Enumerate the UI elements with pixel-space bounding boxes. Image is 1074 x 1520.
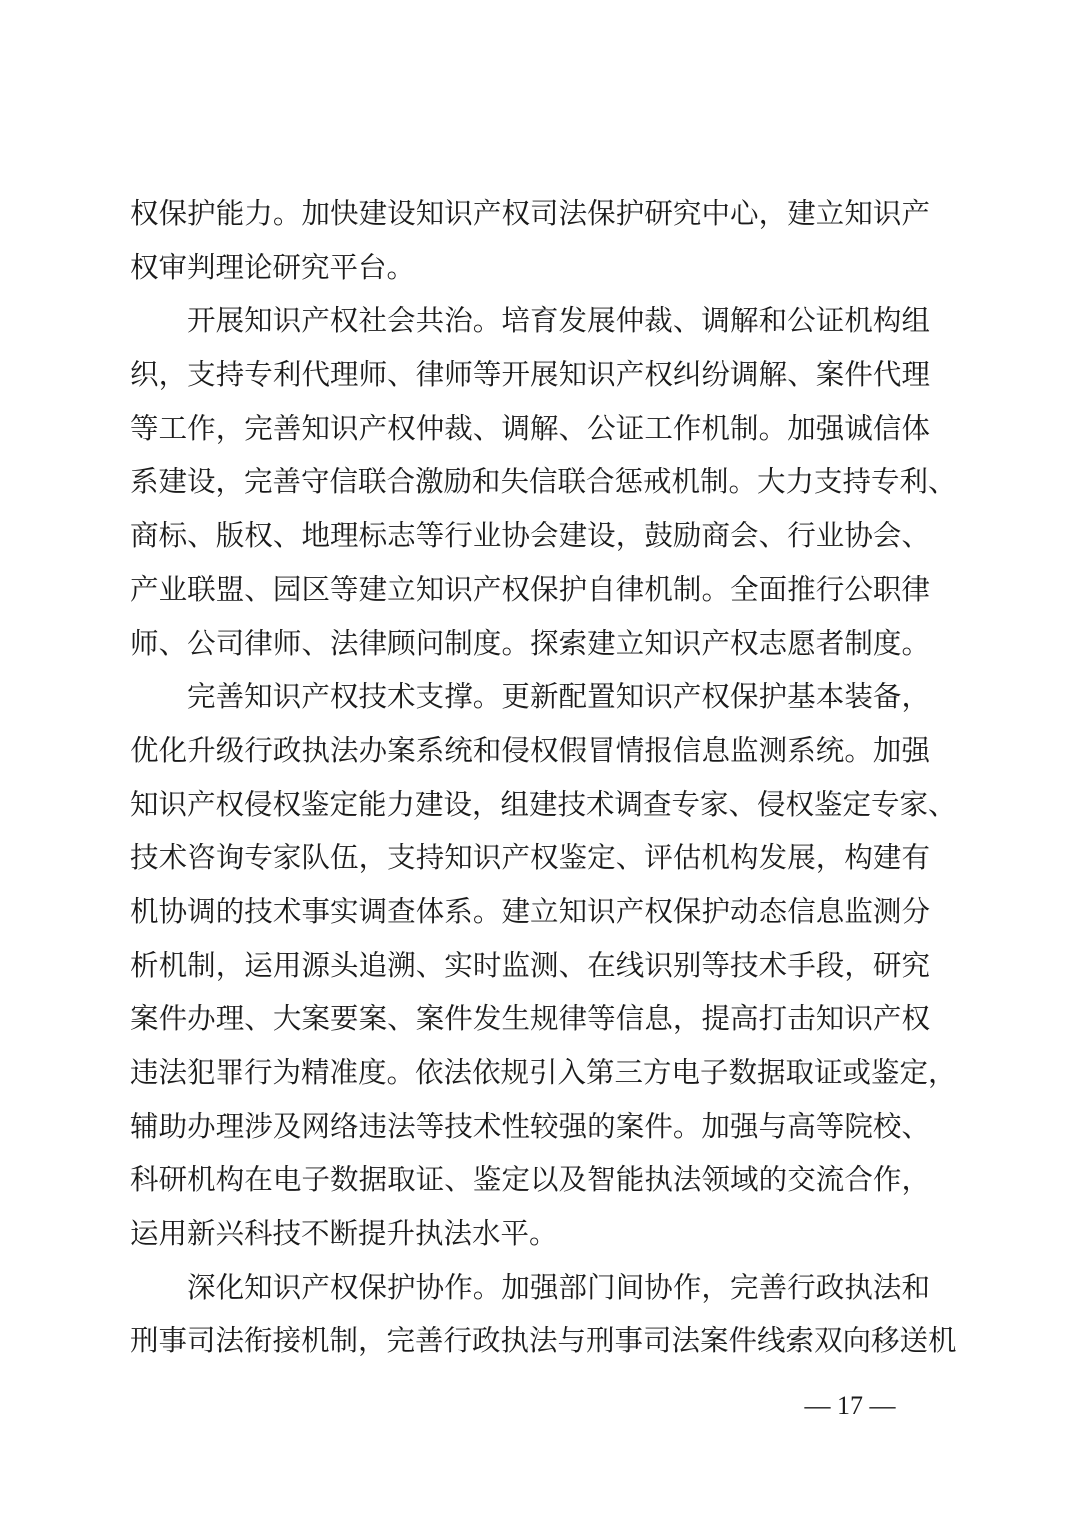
body-text — [130, 187, 957, 1368]
text-line: 机协调的技术事实调查体系。建立知识产权保护动态信息监测分 — [130, 894, 930, 928]
text-line: 完善知识产权技术支撑。更新配置知识产权保护基本装备， — [187, 680, 930, 714]
text-line: 案件办理、大案要案、案件发生规律等信息，提高打击知识产权 — [130, 1002, 930, 1036]
text-line: 织，支持专利代理师、律师等开展知识产权纠纷调解、案件代理 — [130, 358, 930, 392]
text-line: 辅助办理涉及网络违法等技术性较强的案件。加强与高等院校、 — [130, 1109, 930, 1143]
text-line: 析机制，运用源头追溯、实时监测、在线识别等技术手段，研究 — [130, 948, 930, 982]
text-line: 产业联盟、园区等建立知识产权保护自律机制。全面推行公职律 — [130, 572, 930, 606]
text-line: 技术咨询专家队伍，支持知识产权鉴定、评估机构发展，构建有 — [130, 841, 930, 875]
text-line: 权审判理论研究平台。 — [130, 250, 416, 284]
text-line: 开展知识产权社会共治。培育发展仲裁、调解和公证机构组 — [187, 304, 930, 338]
text-line: 科研机构在电子数据取证、鉴定以及智能执法领域的交流合作， — [130, 1163, 930, 1197]
text-line: 优化升级行政执法办案系统和侵权假冒情报信息监测系统。加强 — [130, 733, 930, 767]
text-line: 商标、版权、地理标志等行业协会建设，鼓励商会、行业协会、 — [130, 519, 930, 553]
text-line: 违法犯罪行为精准度。依法依规引入第三方电子数据取证或鉴定， — [130, 1056, 957, 1089]
text-line: 深化知识产权保护协作。加强部门间协作，完善行政执法和 — [187, 1270, 930, 1304]
text-line: 运用新兴科技不断提升执法水平。 — [130, 1217, 558, 1251]
text-line: 系建设，完善守信联合激励和失信联合惩戒机制。大力支持专利、 — [130, 465, 957, 499]
text-line: 权保护能力。加快建设知识产权司法保护研究中心，建立知识产 — [130, 197, 930, 230]
text-line: 等工作，完善知识产权仲裁、调解、公证工作机制。加强诚信体 — [130, 411, 930, 445]
text-line: 师、公司律师、法律顾问制度。探索建立知识产权志愿者制度。 — [130, 626, 930, 660]
text-line: 刑事司法衔接机制，完善行政执法与刑事司法案件线索双向移送机 — [130, 1324, 957, 1358]
page-number: — 17 — — [804, 1391, 896, 1420]
text-line: 知识产权侵权鉴定能力建设，组建技术调查专家、侵权鉴定专家、 — [130, 787, 957, 821]
